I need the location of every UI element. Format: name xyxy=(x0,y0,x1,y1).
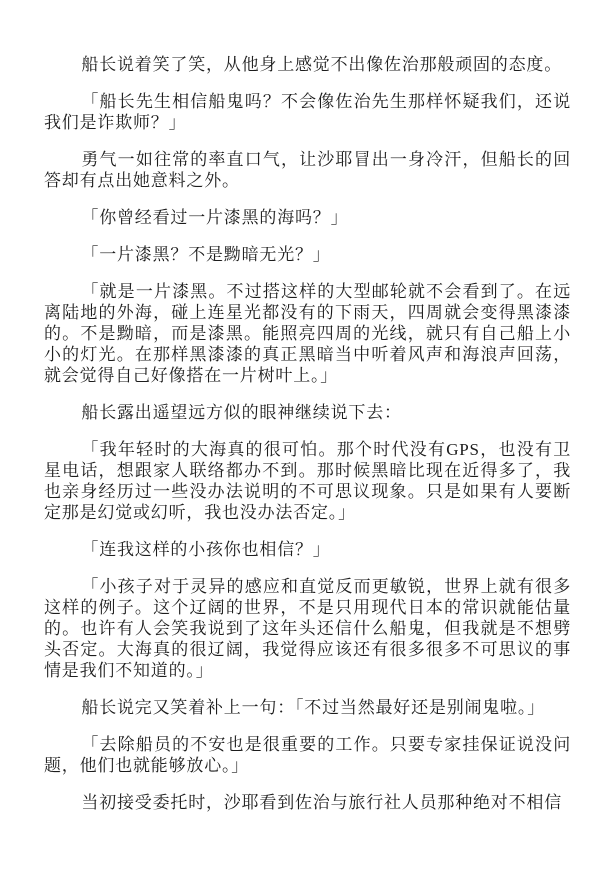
paragraph: 当初接受委托时，沙耶看到佐治与旅行社人员那种绝对不相信 xyxy=(81,793,562,812)
paragraph: 「一片漆黑？不是黝暗无光？」 xyxy=(81,245,331,264)
paragraph: 「小孩子对于灵异的感应和直觉反而更敏锐，世界上就有很多这样的例子。这个辽阔的世界，不是只用现代日本的常识就能估量的。也许有人会笑我说到了这年头还信什么船鬼，但我就是不想劈头否定。大海真的很辽阔，我觉得应该还有很多很多不可思议的事情是我们不知道的。」 xyxy=(44,577,571,680)
paragraph: 「船长先生相信船鬼吗？不会像佐治先生那样怀疑我们，还说我们是诈欺师？」 xyxy=(44,92,571,132)
paragraph: 「连我这样的小孩你也相信？」 xyxy=(81,540,331,559)
paragraph: 「去除船员的不安也是很重要的工作。只要专家挂保证说没问题，他们也就能够放心。」 xyxy=(44,735,571,775)
paragraph: 「你曾经看过一片漆黑的海吗？」 xyxy=(81,208,349,227)
paragraph: 勇气一如往常的率直口气，让沙耶冒出一身冷汗，但船长的回答却有点出她意料之外。 xyxy=(44,150,571,190)
paragraph: 「我年轻时的大海真的很可怕。那个时代没有GPS，也没有卫星电话，想跟家人联络都办不到。那时候黑暗比现在近得多了，我也亲身经历过一些没办法说明的不可思议现象。只是如果有人要断定那是幻觉或幻听，我也没办法否定。」 xyxy=(44,440,571,522)
paragraph: 船长露出遥望远方似的眼神继续说下去： xyxy=(81,403,402,422)
paragraph: 「就是一片漆黑。不过搭这样的大型邮轮就不会看到了。在远离陆地的外海，碰上连星光都没有的下雨天，四周就会变得黑漆漆的。不是黝暗，而是漆黑。能照亮四周的光线，就只有自己船上小小的灯光。在那样黑漆漆的真正黑暗当中听着风声和海浪声回荡，就会觉得自己好像搭在一片树叶上。」 xyxy=(44,282,571,385)
paragraph: 船长说着笑了笑，从他身上感觉不出像佐治那般顽固的态度。 xyxy=(81,55,562,74)
paragraph: 船长说完又笑着补上一句：「不过当然最好还是别闹鬼啦。」 xyxy=(81,698,545,717)
